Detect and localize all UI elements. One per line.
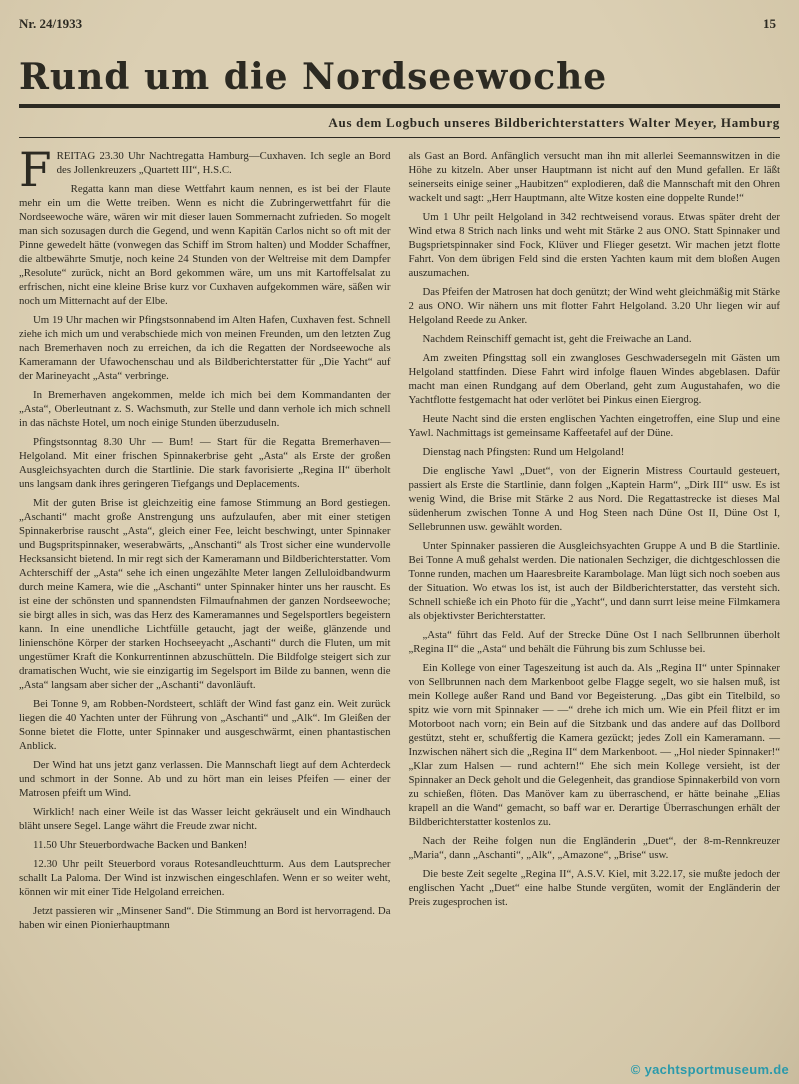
title-rule	[19, 104, 780, 108]
issue-number: Nr. 24/1933	[19, 16, 83, 31]
paragraph: 12.30 Uhr peilt Steuerbord voraus Rotesandleuchtturm. Aus dem Lautsprecher schallt La Paloma. Der Wind ist inzwischen eingeschlafen. Wenn er so weiter weht, können wir mit einer Tide Helgoland erreichen.	[19, 857, 391, 898]
paragraph: Um 1 Uhr peilt Helgoland in 342 rechtweisend voraus. Etwas später dreht der Wind etwa 8 Strich nach links und weht mit Stärke 2 aus ONO. Statt Spinnaker und Bugsprietspinnaker sind Fock, Klüver und Flieger gesetzt. Wir machen jetzt flotte Fahrt. Von dem übrigen Feld sind die ersten Yachten kaum mit dem bloßen Augen auszumachen.	[408, 210, 780, 279]
paragraph: Mit der guten Brise ist gleichzeitig eine famose Stimmung an Bord gestiegen. „Aschanti“ macht große Anstrengung uns aufzulaufen, aber mit einer stetigen Spinnakerbrise rauscht „Asta“, gleich einer Fee, leicht beschwingt, unter Spinnaker und Bugspritspinnaker, weserabwärts, „Anschanti“ als Trost sicher eine wundervolle Hecksansicht bietend. In mir regt sich der Kameramann und Bildberichterstatter. Vom Achterschiff der „Asta“ sehe ich einen ungezählte Meter langen Zelluloidbandwurm durch meine Kamera, wie die „Aschanti“ unter Spinnaker hinter uns her rauscht. Es ist eine der schönsten und spannendsten Filmaufnahmen der ganzen Nordseewoche; sie birgt alles in sich, was das Herz des Kameramannes und Segelsportlers begeistern kann. In eine unendliche Lichtfülle getaucht, jagt der weiße, glänzende und linienschöne Körper der starken Hochseeyacht „Aschanti“ durch die Fluten, um mit ungestümer Kraft die Konkurrentinnen abzuschütteln. Die Bildfolge steigert sich zur dramatischen Wucht, wie sie einzigartig im Segelsport im Bilde zu bannen, wenn die „Asta“ langsam aber sicher der „Aschanti“ davonläuft.	[19, 496, 391, 691]
paragraph: als Gast an Bord. Anfänglich versucht man ihn mit allerlei Seemannswitzen in die Höhe zu kitzeln. Aber unser Hauptmann ist nicht auf den Mund gefallen. Er läßt seinerseits einige seiner „Haubitzen“ explodieren, daß die Mannschaft mit den Ohren wackelt und sagt: „Herr Hauptmann, alte Witze kosten eine doppelte Runde!“	[408, 149, 780, 204]
paragraph: Pfingstsonntag 8.30 Uhr — Bum! — Start für die Regatta Bremerhaven—Helgoland. Mit einer frischen Spinnakerbrise geht „Asta“ als Erste der großen Ausgleichsyachten durch die Startlinie. Die stark favorisierte „Regina II“ überholt uns langsam dank ihres geringeren Tiefgangs und Deplacements.	[19, 435, 391, 490]
paragraph: Heute Nacht sind die ersten englischen Yachten eingetroffen, eine Slup und eine Yawl. Nachmittags ist gemeinsame Kaffeetafel auf der Düne.	[408, 412, 780, 439]
paragraph: Nach der Reihe folgen nun die Engländerin „Duet“, der 8-m-Rennkreuzer „Maria“, dann „Aschanti“, „Alk“, „Amazone“, „Brise“ usw.	[408, 834, 780, 861]
subtitle-rule	[19, 137, 780, 138]
paragraph: „Asta“ führt das Feld. Auf der Strecke Düne Ost I nach Sellbrunnen überholt „Regina II“ die „Asta“ und behält die Führung bis zum Schlusse bei.	[408, 628, 780, 655]
left-column	[19, 142, 391, 937]
article-subtitle: Aus dem Logbuch unseres Bildberichterstatters Walter Meyer, Hamburg	[328, 114, 780, 130]
paragraph: Nachdem Reinschiff gemacht ist, geht die Freiwache an Land.	[422, 332, 692, 345]
paragraph: Regatta kann man diese Wettfahrt kaum nennen, es ist bei der Flaute mehr ein um die Wette treiben. Wenn es nicht die Zubringerwettfahrt für die Nordseewoche wäre, wären wir mit dieser lauen Sommernacht zufrieden. So mogelt man sich sozusagen durch die Gegend, und wenn Kapitän Carlos nicht so oft mit der Pinne gewedelt hätte (vonwegen das Schiff im Strom halten) und Modder Schaffner, die altbewährte Smutje, noch keine 24 Stunden von der Weltreise mit dem Dampfer „Resolute“ zurück, nicht an Bord gekommen wäre, um uns mit Kartoffelsalat zu erfrischen, nicht eine kleine Brise kurz vor Cuxhaven aufgekommen wäre, säßen wir noch um Mitternacht auf der Elbe.	[19, 182, 391, 307]
paragraph: In Bremerhaven angekommen, melde ich mich bei dem Kommandanten der „Asta“, Oberleutnant z. S. Wachsmuth, zur Stelle und dann verhole ich mich schnell in das nächste Hotel, um noch einige Stunden überzuduseln.	[19, 388, 391, 429]
paragraph: Bei Tonne 9, am Robben-Nordsteert, schläft der Wind fast ganz ein. Weit zurück liegen die 40 Yachten unter der Führung von „Aschanti“ und „Alk“. Im Gleißen der Sonne bietet die Flotte, unter Spinnaker und ausgeschwärmt, einen phantastischen Anblick.	[19, 697, 391, 752]
paragraph: Die beste Zeit segelte „Regina II“, A.S.V. Kiel, mit 3.22.17, sie mußte jedoch der englischen Yacht „Duet“ eine halbe Stunde vergüten, womit der Engländerin der Preis zugesprochen ist.	[408, 867, 780, 908]
paragraph: Die englische Yawl „Duet“, von der Eignerin Mistress Courtauld gesteuert, passiert als Erste die Startlinie, dann folgen „Kaptein Harm“, „Dirk III“ usw. Es ist wenig Wind, die Brise mit Stärke 2 aus Nord. Die Regattastrecke ist dieses Mal südenherum zwischen Tonne A und Hog Steen nach Düne Ost II, Düne Ost I, Sellebrunnen usw. gewählt worden.	[408, 464, 780, 533]
drop-cap: F	[19, 142, 52, 198]
paragraph: Um 19 Uhr machen wir Pfingstsonnabend im Alten Hafen, Cuxhaven fest. Schnell ziehe ich mich um und verabschiede mich von meinen Freunden, um den letzten Zug nach Bremerhaven noch zu erreichen, da ich die Regatten der Nordseewoche als Kameramann der Ufawochenschau und als Bildberichterstatter für „Die Yacht“ auf der Marineyacht „Asta“ verbringe.	[19, 313, 391, 382]
paragraph: Der Wind hat uns jetzt ganz verlassen. Die Mannschaft liegt auf dem Achterdeck und schmort in der Sonne. Ab und zu hört man ein leises Pfeifen — einer der Matrosen pfeift um Wind.	[19, 758, 391, 799]
paragraph	[19, 142, 391, 198]
paragraph: Ein Kollege von einer Tageszeitung ist auch da. Als „Regina II“ unter Spinnaker von Sellbrunnen nach dem Markenboot gelbe Flagge segelt, wo sie halsen muß, ist mein Kollege außer Rand und Band vor Begeisterung. „Das gibt ein Titelbild, so spitz wie vorn mit Spinnaker — —“ drehe ich mich um. Wie ein Pfeil flitzt er im Motorboot nach vorn; ein Bein auf die Sitzbank und das andere auf das Dollbord gestützt, steht er, schußfertig die Kamera gezückt; jedes Zoll ein Kameramann. — Inzwischen nähert sich die „Regina II“ dem Markenboot. — „Hol nieder Spinnaker!“ „Klar zum Halsen — rund achtern!“ Ehe sich mein Kollege versieht, ist der Spinnaker an Deck geholt und die Gelegenheit, das grandiose Spinnakerbild von vorn zu schießen, flöten. Das Manöver kam zu überraschend, er hätte beinahe „Elias krapell an die Wand“ gemacht, so baff war er. Derartige Überraschungen erhält der Bildberichterstatter kostenlos zu.	[408, 661, 780, 828]
watermark: © yachtsportmuseum.de	[630, 1062, 789, 1077]
paragraph: 11.50 Uhr Steuerbordwache Backen und Banken!	[33, 838, 248, 851]
right-column	[409, 149, 781, 937]
article-title: Rund um die Nordseewoche	[19, 56, 608, 98]
paragraph: Wirklich! nach einer Weile ist das Wasser leicht gekräuselt und ein Windhauch bläht unsere Segel. Lange währt die Freude zwar nicht.	[19, 805, 391, 832]
paragraph: Das Pfeifen der Matrosen hat doch genützt; der Wind weht gleichmäßig mit Stärke 2 aus ONO. Wir nähern uns mit flotter Fahrt Helgoland. 3.20 Uhr liegen wir auf Helgoland Reede zu Anker.	[408, 285, 780, 326]
paragraph: Dienstag nach Pfingsten: Rund um Helgoland!	[422, 445, 625, 458]
paragraph-text: REITAG 23.30 Uhr Nachtregatta Hamburg—Cuxhaven. Ich segle an Bord des Jollenkreuzers „Quartett III“, H.S.C.	[56, 149, 391, 176]
page-number: 15	[763, 16, 776, 31]
paragraph: Jetzt passieren wir „Minsener Sand“. Die Stimmung an Bord ist hervorragend. Da haben wir einen Pionierhauptmann	[19, 904, 391, 931]
article-body	[19, 142, 780, 937]
paragraph: Am zweiten Pfingsttag soll ein zwangloses Geschwadersegeln mit Gästen um Helgoland stattfinden. Diese Fahrt wird infolge flauen Windes abgeblasen. Dafür macht man einen Rundgang auf dem Oberland, geht zum Augustahafen, wo die Yachtflotte festgemacht hat oder verlötet bei Pinkus einen Eiergrog.	[408, 351, 780, 406]
paragraph: Unter Spinnaker passieren die Ausgleichsyachten Gruppe A und B die Startlinie. Bei Tonne A muß gehalst werden. Die nationalen Sechziger, die dichtgeschlossen die Tonne runden, machen um Haaresbreite Karambolage. Man lügt sich noch soeben aus der Situation. Wo etwas los ist, ist auch der Bildberichterstatter, das versteht sich. Schnell schieße ich ein Photo für die „Yacht“, und dann surrt leise meine Filmkamera als objektivster Berichterstatter.	[408, 539, 780, 622]
page-header	[19, 16, 780, 32]
